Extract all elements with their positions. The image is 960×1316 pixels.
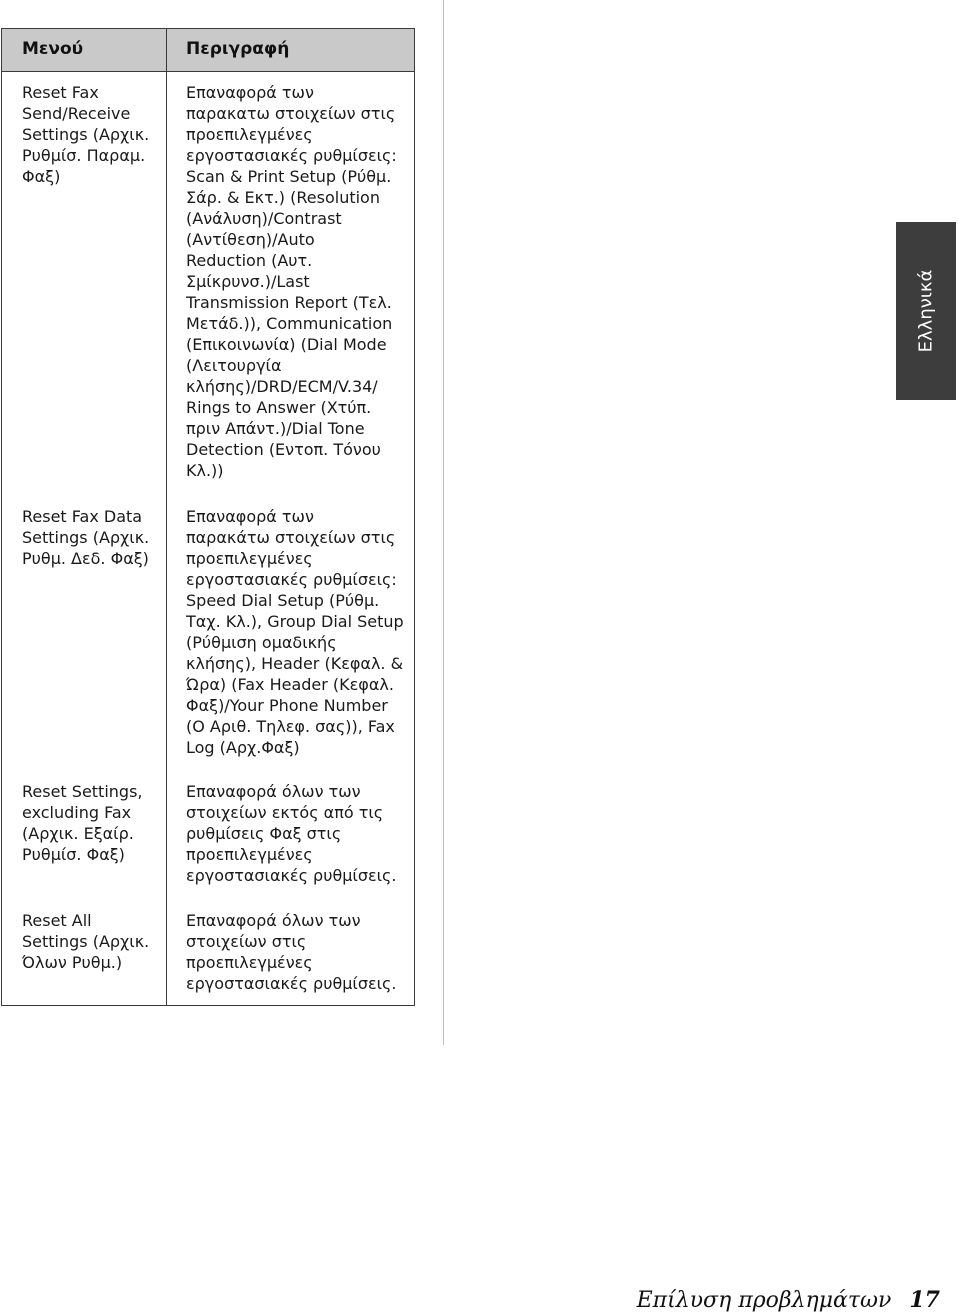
row-1-menu: Reset Fax Send/Receive Settings (Αρχικ. Ρυθμίσ. Παραμ. Φαξ) <box>22 83 150 186</box>
row-4-description: Επαναφορά όλων των στοιχείων στις προεπιλεγμένες εργοστασιακές ρυθμίσεις. <box>186 911 397 993</box>
row-3-menu: Reset Settings, excluding Fax (Αρχικ. Εξαίρ. Ρυθμίσ. Φαξ) <box>22 782 143 864</box>
language-tab-label: Ελληνικά <box>915 269 937 353</box>
row-3-description: Επαναφορά όλων των στοιχείων εκτός από τις ρυθμίσεις Φαξ στις προεπιλεγμένες εργοστασιακές ρυθμίσεις. <box>186 782 397 885</box>
header-menu: Μενού <box>22 39 84 59</box>
footer-section-title: Επίλυση προβλημάτων <box>636 1288 892 1313</box>
settings-table <box>1 28 415 1006</box>
column-divider <box>166 29 167 1005</box>
page-footer <box>637 1287 940 1313</box>
row-1-description: Επαναφορά των παρακατω στοιχείων στις προεπιλεγμένες εργοστασιακές ρυθμίσεις: Scan & Print Setup (Ρύθμ. Σάρ. & Εκτ.) (Resolution (Ανάλυση)/Contrast (Αντίθεση)/Auto Reduction (Αυτ. Σμίκρυνσ.)/Last Transmission Report (Τελ. Μετάδ.)), Communication (Επικοινωνία) (Dial Mode (Λειτουργία κλήσης)/DRD/ECM/V.34/ Rings to Answer (Χτύπ. πριν Απάντ.)/Dial Tone Detection (Εντοπ. Τόνου Κλ.)) <box>186 83 397 480</box>
row-2-menu: Reset Fax Data Settings (Αρχικ. Ρυθμ. Δεδ. Φαξ) <box>22 507 150 568</box>
row-2-description: Επαναφορά των παρακάτω στοιχείων στις προεπιλεγμένες εργοστασιακές ρυθμίσεις: Speed Dial Setup (Ρύθμ. Ταχ. Κλ.), Group Dial Setup (Ρύθμιση ομαδικής κλήσης), Header (Κεφαλ. & Ώρα) (Fax Header (Κεφαλ. Φαξ)/Your Phone Number (Ο Αριθ. Τηλεφ. σας)), Fax Log (Αρχ.Φαξ) <box>186 507 404 757</box>
row-4-menu: Reset All Settings (Αρχικ. Όλων Ρυθμ.) <box>22 911 150 972</box>
language-tab <box>896 222 956 400</box>
table-header-row <box>2 29 414 72</box>
column-rule <box>443 0 444 1045</box>
header-description: Περιγραφή <box>186 39 290 59</box>
page-number: 17 <box>909 1287 940 1313</box>
